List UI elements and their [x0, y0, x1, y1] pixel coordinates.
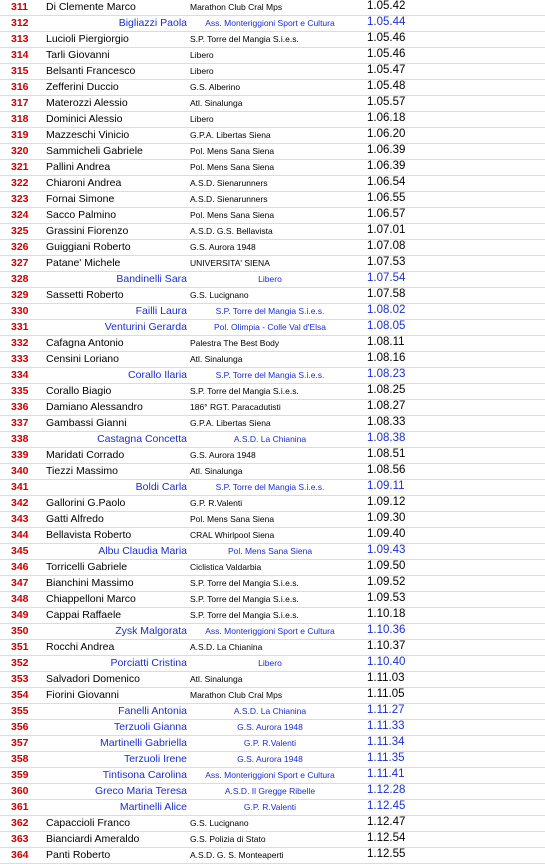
athlete-name: Sammicheli Gabriele: [46, 145, 143, 157]
result-row: [0, 288, 545, 304]
club-name: G.S. Lucignano: [190, 290, 249, 300]
club-name: S.P. Torre del Mangia S.i.e.s.: [215, 482, 325, 492]
finish-time: 1.06.39: [367, 144, 406, 156]
club-name: S.P. Torre del Mangia S.i.e.s.: [215, 306, 325, 316]
athlete-name: Gallorini G.Paolo: [46, 497, 126, 509]
athlete-name: Tiezzi Massimo: [46, 465, 118, 477]
result-row: [0, 512, 545, 528]
finish-time: 1.09.12: [367, 496, 406, 508]
club-name: G.S. Polizia di Stato: [190, 834, 266, 844]
athlete-name: Albu Claudia Maria: [98, 545, 187, 557]
club-name: S.P. Torre del Mangia S.i.e.s.: [190, 578, 299, 588]
position-number: 359: [11, 769, 29, 781]
club-name: A.S.D. La Chianina: [233, 706, 307, 716]
position-number: 337: [11, 417, 29, 429]
position-number: 318: [11, 113, 29, 125]
result-row: [0, 576, 545, 592]
athlete-name: Gatti Alfredo: [46, 513, 104, 525]
position-number: 313: [11, 33, 29, 45]
club-name: G.P. R.Valenti: [243, 738, 297, 748]
result-row: [0, 752, 545, 768]
position-number: 355: [11, 705, 29, 717]
finish-time: 1.08.02: [367, 304, 406, 316]
club-name: Atl. Sinalunga: [190, 466, 243, 476]
result-row: [0, 208, 545, 224]
club-name: S.P. Torre del Mangia S.i.e.s.: [190, 34, 299, 44]
result-row: [0, 560, 545, 576]
athlete-name: Terzuoli Irene: [123, 753, 187, 765]
finish-time: 1.05.44: [367, 16, 406, 28]
athlete-name: Panti Roberto: [46, 849, 111, 861]
result-row: [0, 352, 545, 368]
result-row: [0, 656, 545, 672]
club-name: CRAL Whirlpool Siena: [190, 530, 275, 540]
position-number: 332: [11, 337, 29, 349]
finish-time: 1.08.51: [367, 448, 406, 460]
finish-time: 1.07.54: [367, 272, 406, 284]
position-number: 331: [11, 321, 29, 333]
club-name: G.P.A. Libertas Siena: [190, 418, 271, 428]
position-number: 341: [11, 481, 29, 493]
athlete-name: Chiappelloni Marco: [46, 593, 136, 605]
position-number: 360: [11, 785, 29, 797]
club-name: Pol. Mens Sana Siena: [227, 546, 313, 556]
position-number: 325: [11, 225, 29, 237]
position-number: 350: [11, 625, 29, 637]
athlete-name: Fanelli Antonia: [118, 705, 187, 717]
club-name: Ass. Monteriggioni Sport e Cultura: [205, 770, 335, 780]
club-name: G.S. Aurora 1948: [237, 722, 303, 732]
athlete-name: Bellavista Roberto: [46, 529, 132, 541]
athlete-name: Lucioli Piergiorgio: [46, 33, 129, 45]
position-number: 333: [11, 353, 29, 365]
position-number: 364: [11, 849, 29, 861]
finish-time: 1.08.11: [367, 336, 405, 348]
result-row: [0, 416, 545, 432]
position-number: 329: [11, 289, 29, 301]
athlete-name: Sassetti Roberto: [46, 289, 124, 301]
finish-time: 1.08.38: [367, 432, 406, 444]
result-row: [0, 112, 545, 128]
athlete-name: Bigliazzi Paola: [118, 17, 187, 29]
athlete-name: Cappai Raffaele: [46, 609, 122, 621]
finish-time: 1.09.53: [367, 592, 406, 604]
athlete-name: Bianciardi Ameraldo: [46, 833, 140, 845]
athlete-name: Guiggiani Roberto: [46, 241, 131, 253]
athlete-name: Censini Loriano: [46, 353, 119, 365]
result-row: [0, 96, 545, 112]
athlete-name: Sacco Palmino: [46, 209, 117, 221]
finish-time: 1.09.40: [367, 528, 406, 540]
finish-time: 1.09.52: [367, 576, 406, 588]
position-number: 314: [11, 49, 29, 61]
club-name: G.S. Alberino: [190, 82, 241, 92]
club-name: Libero: [258, 658, 282, 668]
result-row: [0, 384, 545, 400]
club-name: Atl. Sinalunga: [190, 354, 243, 364]
position-number: 353: [11, 673, 29, 685]
club-name: A.S.D. G.S. Bellavista: [190, 226, 273, 236]
athlete-name: Materozzi Alessio: [46, 97, 128, 109]
position-number: 361: [11, 801, 29, 813]
result-row: [0, 816, 545, 832]
club-name: UNIVERSITA' SIENA: [190, 258, 270, 268]
athlete-name: Zysk Malgorata: [115, 625, 187, 637]
result-row: [0, 0, 545, 16]
result-row: [0, 224, 545, 240]
result-row: [0, 496, 545, 512]
athlete-name: Fiorini Giovanni: [46, 689, 119, 701]
position-number: 342: [11, 497, 29, 509]
club-name: G.S. Aurora 1948: [190, 242, 256, 252]
finish-time: 1.05.46: [367, 32, 406, 44]
result-row: [0, 192, 545, 208]
finish-time: 1.09.30: [367, 512, 406, 524]
result-row: [0, 80, 545, 96]
athlete-name: Salvadori Domenico: [46, 673, 140, 685]
finish-time: 1.06.20: [367, 128, 406, 140]
position-number: 334: [11, 369, 29, 381]
athlete-name: Venturini Gerarda: [104, 321, 187, 333]
result-row: [0, 336, 545, 352]
club-name: Ass. Monteriggioni Sport e Cultura: [205, 626, 335, 636]
finish-time: 1.08.16: [367, 352, 406, 364]
result-row: [0, 608, 545, 624]
finish-time: 1.05.46: [367, 48, 406, 60]
club-name: Palestra The Best Body: [190, 338, 280, 348]
position-number: 322: [11, 177, 29, 189]
athlete-name: Chiaroni Andrea: [46, 177, 122, 189]
finish-time: 1.08.23: [367, 368, 406, 380]
result-row: [0, 592, 545, 608]
finish-time: 1.09.11: [367, 480, 405, 492]
finish-time: 1.09.50: [367, 560, 406, 572]
club-name: Ciclistica Valdarbia: [190, 562, 262, 572]
finish-time: 1.06.55: [367, 192, 406, 204]
athlete-name: Dominici Alessio: [46, 113, 123, 125]
athlete-name: Grassini Fiorenzo: [46, 225, 129, 237]
position-number: 339: [11, 449, 29, 461]
athlete-name: Belsanti Francesco: [46, 65, 136, 77]
athlete-name: Di Clemente Marco: [46, 1, 136, 13]
result-row: [0, 448, 545, 464]
result-row: [0, 304, 545, 320]
result-row: [0, 160, 545, 176]
finish-time: 1.11.34: [367, 736, 405, 748]
finish-time: 1.07.58: [367, 288, 406, 300]
club-name: G.P. R.Valenti: [190, 498, 243, 508]
athlete-name: Castagna Concetta: [97, 433, 187, 445]
result-row: [0, 128, 545, 144]
club-name: A.S.D. Sienarunners: [190, 194, 268, 204]
club-name: G.P. R.Valenti: [243, 802, 297, 812]
athlete-name: Capaccioli Franco: [46, 817, 131, 829]
athlete-name: Corallo Ilaria: [128, 369, 187, 381]
athlete-name: Pallini Andrea: [46, 161, 111, 173]
position-number: 330: [11, 305, 29, 317]
finish-time: 1.11.05: [367, 688, 405, 700]
result-row: [0, 768, 545, 784]
result-row: [0, 544, 545, 560]
athlete-name: Bandinelli Sara: [116, 273, 187, 285]
finish-time: 1.07.53: [367, 256, 406, 268]
athlete-name: Tarli Giovanni: [46, 49, 110, 61]
club-name: Pol. Olimpia - Colle Val d'Elsa: [213, 322, 326, 332]
result-row: [0, 848, 545, 864]
athlete-name: Terzuoli Gianna: [114, 721, 187, 733]
result-row: [0, 704, 545, 720]
club-name: 186° RGT. Paracadutisti: [190, 402, 281, 412]
result-row: [0, 16, 545, 32]
athlete-name: Greco Maria Teresa: [94, 785, 187, 797]
position-number: 347: [11, 577, 29, 589]
finish-time: 1.09.43: [367, 544, 406, 556]
finish-time: 1.11.35: [367, 752, 405, 764]
position-number: 346: [11, 561, 29, 573]
position-number: 319: [11, 129, 29, 141]
finish-time: 1.07.01: [367, 224, 406, 236]
position-number: 324: [11, 209, 29, 221]
position-number: 328: [11, 273, 29, 285]
club-name: Pol. Mens Sana Siena: [190, 146, 275, 156]
club-name: Libero: [190, 66, 214, 76]
finish-time: 1.06.39: [367, 160, 406, 172]
club-name: G.S. Lucignano: [190, 818, 249, 828]
finish-time: 1.12.47: [367, 816, 406, 828]
club-name: G.S. Aurora 1948: [190, 450, 256, 460]
athlete-name: Patane' Michele: [46, 257, 121, 269]
position-number: 323: [11, 193, 29, 205]
position-number: 343: [11, 513, 29, 525]
finish-time: 1.10.37: [367, 640, 406, 652]
club-name: Pol. Mens Sana Siena: [190, 514, 275, 524]
result-row: [0, 320, 545, 336]
club-name: G.S. Aurora 1948: [237, 754, 303, 764]
finish-time: 1.06.18: [367, 112, 406, 124]
athlete-name: Torricelli Gabriele: [46, 561, 128, 573]
finish-time: 1.12.55: [367, 848, 406, 860]
club-name: A.S.D. Sienarunners: [190, 178, 268, 188]
finish-time: 1.12.45: [367, 800, 406, 812]
result-row: [0, 736, 545, 752]
result-row: [0, 176, 545, 192]
athlete-name: Fornai Simone: [46, 193, 115, 205]
finish-time: 1.08.56: [367, 464, 406, 476]
athlete-name: Gambassi Gianni: [46, 417, 127, 429]
result-row: [0, 464, 545, 480]
finish-time: 1.10.18: [367, 608, 406, 620]
result-row: [0, 800, 545, 816]
club-name: Atl. Sinalunga: [190, 98, 243, 108]
athlete-name: Bianchini Massimo: [46, 577, 134, 589]
athlete-name: Martinelli Gabriella: [100, 737, 187, 749]
position-number: 344: [11, 529, 29, 541]
athlete-name: Corallo Biagio: [46, 385, 112, 397]
position-number: 326: [11, 241, 29, 253]
athlete-name: Porciatti Cristina: [110, 657, 187, 669]
club-name: Atl. Sinalunga: [190, 674, 243, 684]
position-number: 335: [11, 385, 29, 397]
finish-time: 1.05.42: [367, 0, 406, 12]
result-row: [0, 272, 545, 288]
result-row: [0, 784, 545, 800]
finish-time: 1.08.25: [367, 384, 406, 396]
result-row: [0, 832, 545, 848]
position-number: 357: [11, 737, 29, 749]
club-name: Marathon Club Cral Mps: [190, 2, 283, 12]
result-row: [0, 672, 545, 688]
athlete-name: Boldi Carla: [135, 481, 187, 493]
finish-time: 1.05.48: [367, 80, 406, 92]
position-number: 351: [11, 641, 29, 653]
club-name: G.P.A. Libertas Siena: [190, 130, 271, 140]
club-name: Pol. Mens Sana Siena: [190, 210, 275, 220]
finish-time: 1.08.05: [367, 320, 406, 332]
position-number: 311: [11, 1, 28, 13]
position-number: 348: [11, 593, 29, 605]
position-number: 362: [11, 817, 29, 829]
position-number: 356: [11, 721, 29, 733]
result-row: [0, 368, 545, 384]
result-row: [0, 688, 545, 704]
finish-time: 1.05.47: [367, 64, 406, 76]
finish-time: 1.08.27: [367, 400, 406, 412]
club-name: Libero: [258, 274, 282, 284]
club-name: Pol. Mens Sana Siena: [190, 162, 275, 172]
club-name: Libero: [190, 50, 214, 60]
athlete-name: Failli Laura: [135, 305, 187, 317]
finish-time: 1.11.33: [367, 720, 405, 732]
club-name: S.P. Torre del Mangia S.i.e.s.: [190, 610, 299, 620]
finish-time: 1.11.41: [367, 768, 405, 780]
finish-time: 1.07.08: [367, 240, 406, 252]
position-number: 312: [11, 17, 29, 29]
result-row: [0, 640, 545, 656]
result-row: [0, 32, 545, 48]
club-name: A.S.D. Il Gregge Ribelle: [224, 786, 316, 796]
athlete-name: Tintisona Carolina: [102, 769, 187, 781]
result-row: [0, 256, 545, 272]
result-row: [0, 144, 545, 160]
position-number: 358: [11, 753, 29, 765]
club-name: A.S.D. La Chianina: [190, 642, 263, 652]
finish-time: 1.10.36: [367, 624, 406, 636]
result-row: [0, 48, 545, 64]
finish-time: 1.12.28: [367, 784, 406, 796]
athlete-name: Rocchi Andrea: [46, 641, 115, 653]
position-number: 363: [11, 833, 29, 845]
athlete-name: Maridati Corrado: [46, 449, 125, 461]
club-name: A.S.D. La Chianina: [233, 434, 307, 444]
club-name: Marathon Club Cral Mps: [190, 690, 283, 700]
athlete-name: Damiano Alessandro: [46, 401, 143, 413]
position-number: 338: [11, 433, 29, 445]
position-number: 320: [11, 145, 29, 157]
finish-time: 1.12.54: [367, 832, 406, 844]
club-name: S.P. Torre del Mangia S.i.e.s.: [215, 370, 325, 380]
position-number: 345: [11, 545, 29, 557]
position-number: 336: [11, 401, 29, 413]
athlete-name: Zefferini Duccio: [46, 81, 119, 93]
position-number: 316: [11, 81, 29, 93]
finish-time: 1.06.54: [367, 176, 406, 188]
position-number: 321: [11, 161, 29, 173]
club-name: S.P. Torre del Mangia S.i.e.s.: [190, 594, 299, 604]
athlete-name: Mazzeschi Vinicio: [46, 129, 130, 141]
position-number: 315: [11, 65, 29, 77]
result-row: [0, 400, 545, 416]
athlete-name: Cafagna Antonio: [46, 337, 124, 349]
result-row: [0, 480, 545, 496]
result-row: [0, 240, 545, 256]
result-row: [0, 528, 545, 544]
result-row: [0, 64, 545, 80]
finish-time: 1.11.27: [367, 704, 405, 716]
position-number: 349: [11, 609, 29, 621]
result-row: [0, 432, 545, 448]
finish-time: 1.05.57: [367, 96, 406, 108]
position-number: 327: [11, 257, 29, 269]
athlete-name: Martinelli Alice: [119, 801, 187, 813]
club-name: Libero: [190, 114, 214, 124]
club-name: S.P. Torre del Mangia S.i.e.s.: [190, 386, 299, 396]
result-row: [0, 624, 545, 640]
finish-time: 1.08.33: [367, 416, 406, 428]
finish-time: 1.10.40: [367, 656, 406, 668]
position-number: 317: [11, 97, 29, 109]
position-number: 352: [11, 657, 29, 669]
club-name: Ass. Monteriggioni Sport e Cultura: [205, 18, 335, 28]
position-number: 340: [11, 465, 29, 477]
finish-time: 1.06.57: [367, 208, 406, 220]
position-number: 354: [11, 689, 29, 701]
club-name: A.S.D. G. S. Monteaperti: [190, 850, 284, 860]
finish-time: 1.11.03: [367, 672, 405, 684]
result-row: [0, 720, 545, 736]
